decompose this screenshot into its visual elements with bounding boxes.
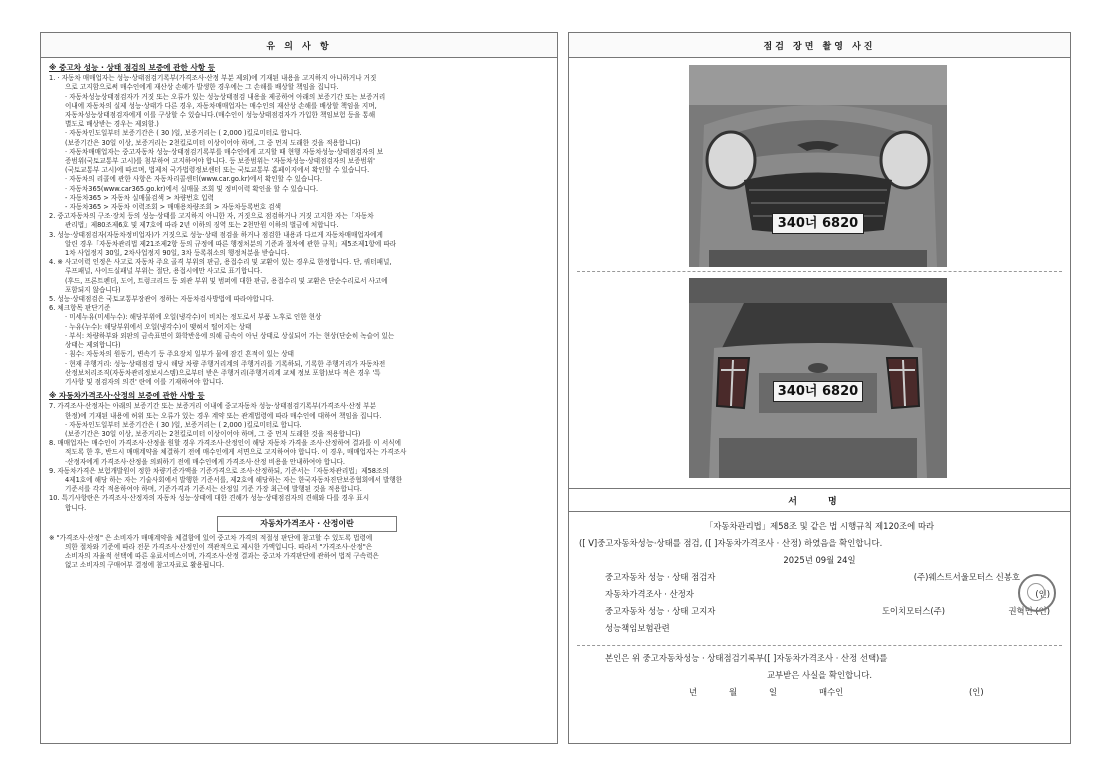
sec1-line: · 침수: 자동차의 원동기, 변속기 등 주요장치 일부가 물에 잠긴 흔적이 있는 상태 bbox=[65, 350, 295, 359]
sec2-line: 합니다. bbox=[65, 503, 87, 512]
sec2-line: ·산정자에게 가격조사·산정을 의뢰하기 전에 매수인에게 가격조사·산정 비용을 안내하여야 합니다. bbox=[65, 457, 345, 466]
appraiser-seal: (인) bbox=[1035, 589, 1050, 599]
photo-sign-panel bbox=[568, 32, 1071, 744]
notifier-label: 중고자동차 성능 · 상태 고지자 bbox=[605, 606, 716, 616]
receipt-year-label: 년 bbox=[689, 687, 698, 697]
front-license-plate: 340너 6820 bbox=[772, 213, 864, 234]
sec1-line: 알린 경우「자동차관리법 제21조제2항 등의 규정에 따른 행정처분의 기준과 절차에 관한 규칙」제5조제1항에 따라 bbox=[65, 239, 397, 248]
section1-title: ※ 중고차 성능 · 상태 점검의 보증에 관한 사항 등 bbox=[49, 63, 216, 72]
receipt-day-label: 일 bbox=[769, 687, 778, 697]
sec1-line: · 자동차매매업자는 중고자동차 성능·상태점검기록부를 매수인에게 고지할 때 현행 자동차성능·상태점검자의 보 bbox=[65, 147, 384, 156]
appraisal-box-body bbox=[49, 534, 549, 571]
sec1-line: 2. 중고자동차의 구조·장치 등의 성능·상태를 고지하지 아니한 자, 거짓으로 점검하거나 거짓 고지한 자는「자동차 bbox=[49, 212, 374, 221]
sec1-line: - 자동차365 > 자동차 실매물검색 > 차량번호 입력 bbox=[65, 193, 214, 202]
sec1-line: 3. 성능·상태점검자(자동차정비업자)가 거짓으로 성능·상태 점검을 하거나 점검한 내용과 다르게 자동차매매업자에게 bbox=[49, 230, 383, 239]
sec1-line: 1. · 자동차 매매업자는 성능·상태점검기록부(가격조사·산정 부분 제외)에 기재된 내용을 고지하지 아니하거나 거짓 bbox=[49, 74, 377, 83]
buyer-seal: (인) bbox=[969, 687, 984, 697]
sec1-line: (후드, 프론트펜더, 도어, 트렁크리드 등 외관 부위 및 범퍼에 대한 판금, 용접수리 및 교환은 단순수리로서 사고에 bbox=[65, 276, 388, 285]
buyer-label: 매수인 bbox=[819, 687, 844, 697]
sec1-line: 기사항 및 점검자의 의견' 란에 이를 기재하여야 합니다. bbox=[65, 377, 224, 386]
sec2-line: 4제1호에 해당 하는 자는 기술사회에서 발행한 기준서를, 제2호에 해당하는 자는 한국자동차진단보증협회에서 발행한 bbox=[65, 475, 403, 484]
notice-panel bbox=[40, 32, 558, 744]
sec1-line: · 현재 주행거리: 성능·상태점검 당시 해당 차량 주행거리계의 주행거리를 기록하되, 기록한 주행거리가 자동차전 bbox=[65, 359, 386, 368]
front-car-photo bbox=[689, 65, 947, 267]
sec1-line: 루프패널, 사이드실패널 부위는 절단, 용접시에만 사고로 표기합니다. bbox=[65, 267, 263, 276]
rear-car-photo bbox=[689, 278, 947, 478]
photo-divider bbox=[577, 271, 1062, 272]
section1-body bbox=[49, 74, 549, 387]
signature-title: 서 명 bbox=[569, 488, 1070, 512]
sec2-line: 한정)에 기재된 내용에 허위 또는 오류가 있는 경우 계약 또는 관계법령에 따라 매수인에 대하여 책임을 집니다. bbox=[65, 411, 382, 420]
section2-title: ※ 자동차가격조사·산정의 보증에 관한 사항 등 bbox=[49, 391, 205, 401]
sec2-line: 7. 가격조사·산정자는 아래의 보증기간 또는 보증거리 이내에 중고자동차 성능·상태점검기록부(가격조사·산정 부분 bbox=[49, 402, 377, 411]
sec1-line: 포함되지 않습니다) bbox=[65, 285, 121, 294]
sec1-line: · 자동차의 리콜에 관한 사항은 자동차리콜센터(www.car.go.kr)에서 확인할 수 있습니다. bbox=[65, 175, 323, 184]
sign-date: 2025년 09월 24일 bbox=[783, 555, 856, 565]
sec1-line: - 자동차365 > 자동차 이력조회 > 매매용차량조회 > 자동차등록번호 검색 bbox=[65, 203, 282, 212]
sec2-line: 8. 매매업자는 매수인이 가격조사·산정을 원할 경우 가격조사·산정인이 해당 자동차 가격을 조사·산정하여 결과를 이 서식에 bbox=[49, 439, 401, 448]
receipt-line2: 교부받은 사실을 확인합니다. bbox=[766, 670, 873, 680]
sec1-line: 1차 사업정지 30일, 2차사업정지 90일, 3차 등록취소의 행정처분을 받습니다. bbox=[65, 249, 290, 258]
sec2-line: 10. 특기사항란은 가격조사·산정자의 자동차 성능·상태에 대한 견해가 성능·상태점검자의 견해와 다를 경우 표시 bbox=[49, 494, 370, 503]
rear-license-plate: 340너 6820 bbox=[773, 381, 863, 402]
section2-body bbox=[49, 402, 549, 512]
sec1-line: · 자동차인도일부터 보증기간은 ( 30 )일, 보증거리는 ( 2,000 )킬로미터로 합니다. bbox=[65, 129, 302, 138]
sec2-line: · 자동차인도일부터 보증기간은 ( 30 )일, 보증거리는 ( 2,000 )킬로미터로 합니다. bbox=[65, 420, 302, 429]
sec2-line: 적도록 한 후, 반드시 매매계약을 체결하기 전에 매수인에게 서면으로 고지하여야 합니다. 이 경우, 매매업자는 가격조사 bbox=[65, 448, 407, 457]
box-line: 소비자의 자율적 선택에 따른 유료서비스이며, 가격조사·산정 결과는 중고차 가격판단에 관하여 법적 구속력은 bbox=[65, 552, 379, 561]
photo-section-title: 점검 장면 촬영 사진 bbox=[569, 33, 1070, 58]
law-reference-line: 「자동차관리법」제58조 및 같은 법 시행규칙 제120조에 따라 bbox=[704, 521, 935, 531]
notifier-name: 권혁민 (인) bbox=[1008, 606, 1050, 616]
sec1-line: · 자동차성능상태점검자가 거짓 또는 오류가 있는 성능상태점검 내용을 제공하여 아래의 보증기간 또는 보증거리 bbox=[65, 92, 386, 101]
front-car-drawing bbox=[689, 65, 947, 267]
signature-section bbox=[569, 488, 1070, 701]
inspector-value: (주)웨스트서울모터스 신봉호 bbox=[913, 572, 1020, 582]
sec1-line: 자동차성능상태점검자에게 이를 구상할 수 있습니다.(매수인이 성능상태점검자가 가입한 책임보험 등을 통해 bbox=[65, 111, 376, 120]
sec1-line: · 부식: 차량하부와 외판의 금속표면이 화학반응에 의해 금속이 아닌 상태로 상실되어 가는 현상(단순히 녹슬어 있는 bbox=[65, 331, 395, 340]
sec1-line: 5. 성능·상태점검은 국토교통부장관이 정하는 자동차검사방법에 따라야합니다. bbox=[49, 295, 274, 304]
appraiser-label: 자동차가격조사 · 산정자 bbox=[605, 589, 694, 599]
notice-title: 유 의 사 항 bbox=[41, 33, 557, 58]
sec1-line: (보증기간은 30일 이상, 보증거리는 2천킬로미터 이상이어야 하며, 그 중 먼저 도래한 것을 적용합니다) bbox=[65, 138, 361, 147]
sec1-line: · 자동차365(www.car365.go.kr)에서 실매물 조회 및 정비이력 확인을 할 수 있습니다. bbox=[65, 184, 319, 193]
appraisal-box-title: 자동차가격조사 · 산정이란 bbox=[217, 516, 397, 532]
sec1-line: 별도로 배상받는 경우는 제외함.) bbox=[65, 120, 159, 129]
sec1-line: 이내에 자동차의 실제 성능·상태가 다른 경우, 자동차매매업자는 매수인의 재산상 손해를 배상할 책임을 지며, bbox=[65, 101, 377, 110]
sec1-line: 6. 체크항목 판단기준 bbox=[49, 304, 111, 313]
rear-car-drawing bbox=[689, 278, 947, 478]
sec1-line: · 미세누유(미세누수): 해당부위에 오일(냉각수)이 비치는 정도로서 부품 노후로 인한 현상 bbox=[65, 313, 322, 322]
insurance-label: 성능책임보험관련 bbox=[605, 623, 670, 633]
sec1-line: 산정보처리조직(자동차관리정보시스템)으로부터 받은 주행거리(주행거리계 교체 정보 포함)보다 적은 경우 '특 bbox=[65, 368, 381, 377]
sec1-line: 상태는 제외합니다) bbox=[65, 341, 121, 350]
company-seal-stamp bbox=[1018, 574, 1056, 612]
sec1-line: (국토교통부 고시)에 따르며, 법제처 국가법령정보센터 또는 국토교통부 홈페이지에서 확인할 수 있습니다. bbox=[65, 166, 370, 175]
sec2-line: 9. 자동차가격은 보험개발원이 정한 차량기준가액을 기준가격으로 조사·산정하되, 기준서는「자동차관리법」제58조의 bbox=[49, 466, 389, 475]
sec2-line: (보증기간은 30일 이상, 보증거리는 2천킬로미터 이상이어야 하며, 그 중 먼저 도래한 것을 적용합니다) bbox=[65, 429, 361, 438]
box-line: 의한 절차와 기준에 따라 전문 가격조사·산정인이 객관적으로 제시한 가액입니다. 따라서 "가격조사·산정"은 bbox=[65, 542, 373, 551]
box-line: ※ "가격조사·산정" 은 소비자가 매매계약을 체결함에 있어 중고차 가격의 적절성 판단에 참고할 수 있도록 법령에 bbox=[49, 533, 373, 542]
inspector-label: 중고자동차 성능 · 상태 점검자 bbox=[605, 572, 716, 582]
sec1-line: 관리법」제80조제6호 및 제7호에 따라 2년 이하의 징역 또는 2천만원 이하의 벌금에 처합니다. bbox=[65, 221, 339, 230]
box-line: 없고 소비자의 구매여부 결정에 참고자료로 활용됩니다. bbox=[65, 561, 225, 570]
sec1-line: 증범위(국토교통부 고시)를 첨부하여 고지하여야 합니다. 등 보증범위는 '자동차성능·상태점검자의 보증범위' bbox=[65, 157, 375, 166]
receipt-line1: 본인은 위 중고자동차성능 · 상태점검기록부([ ]자동차가격조사 · 산정 선택)를 bbox=[605, 653, 888, 663]
sec1-line: · 누유(누수): 해당부위에서 오일(냉각수)이 맺혀서 떨어지는 상태 bbox=[65, 322, 252, 331]
sec1-line: 4. ※ 사고이력 인정은 사고로 자동차 주요 골격 부위의 판금, 용접수리 및 교환이 있는 경우로 한정합니다. 단, 쿼터패널, bbox=[49, 258, 392, 267]
sec1-line: 으로 고지함으로써 매수인에게 재산상 손해가 발생한 경우에는 그 손해를 배상할 책임을 집니다. bbox=[65, 83, 339, 92]
confirm-line: ([ V]중고자동차성능·상태를 점검, ([ ]자동차가격조사 · 산정) 하였음을 확인합니다. bbox=[579, 538, 883, 548]
notifier-company: 도이치모터스(주) bbox=[881, 606, 945, 616]
sec2-line: 기준서를 각각 적용하여야 하며, 기준가격과 기준서는 산정일 기준 가장 최근에 발행된 것을 적용합니다. bbox=[65, 485, 362, 494]
receipt-month-label: 월 bbox=[729, 687, 738, 697]
